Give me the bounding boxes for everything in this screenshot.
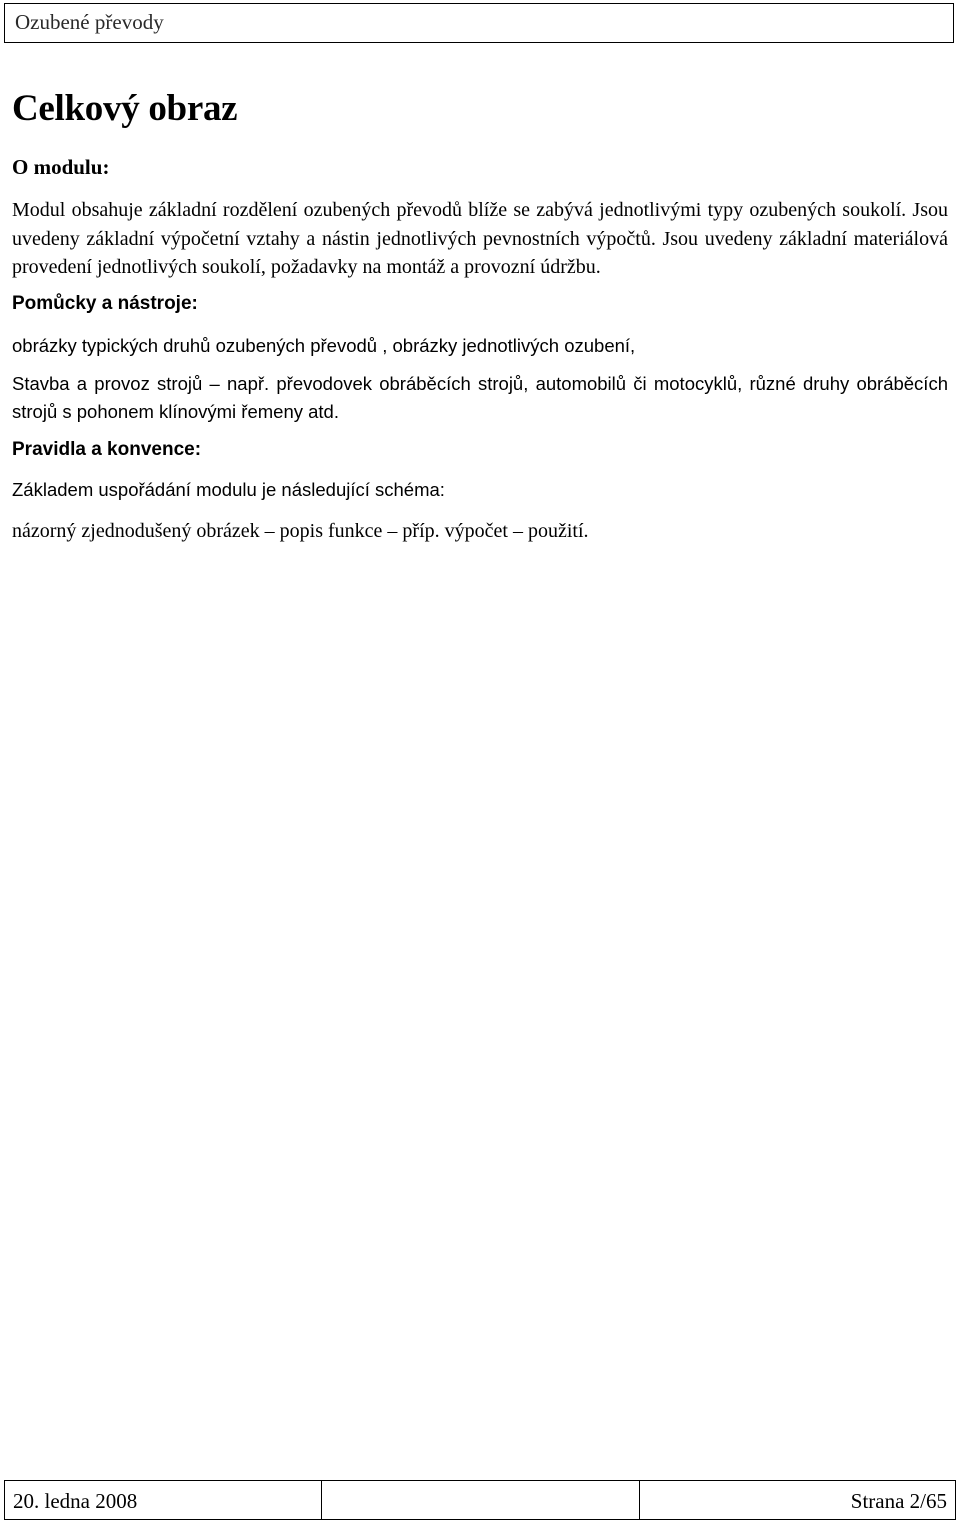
footer-middle xyxy=(322,1481,640,1519)
about-label: O modulu: xyxy=(12,155,110,179)
page-footer xyxy=(4,1480,956,1520)
tools-line-2: Stavba a provoz strojů – např. převodovek obráběcích strojů, automobilů či motocyklů, různé druhy obráběcích strojů s pohonem klínovými řemeny atd. xyxy=(12,372,948,422)
section-heading: Celkový obraz xyxy=(12,88,238,129)
rules-line-2: názorný zjednodušený obrázek – popis funkce – příp. výpočet – použití. xyxy=(12,519,589,542)
page-header xyxy=(4,3,954,43)
rules-line-1: Základem uspořádání modulu je následující schéma: xyxy=(12,478,445,500)
document-title: Ozubené převody xyxy=(15,10,164,34)
main-content xyxy=(12,84,948,543)
tools-line-1: obrázky typických druhů ozubených převodů , obrázky jednotlivých ozubení, xyxy=(12,334,636,356)
about-paragraph: Modul obsahuje základní rozdělení ozubených převodů blíže se zabývá jednotlivými typy ozubených soukolí. Jsou uvedeny základní výpočetní vztahy a nástin jednotlivých pevnostních výpočtů. Jsou uvedeny základní materiálová provedení jednotlivých soukolí, požadavky na montáž a provozní údržbu. xyxy=(12,199,948,279)
footer-date: 20. ledna 2008 xyxy=(5,1481,322,1519)
rules-label: Pravidla a konvence: xyxy=(12,438,202,460)
tools-label: Pomůcky a nástroje: xyxy=(12,292,198,314)
footer-page-number: Strana 2/65 xyxy=(850,1489,947,1513)
